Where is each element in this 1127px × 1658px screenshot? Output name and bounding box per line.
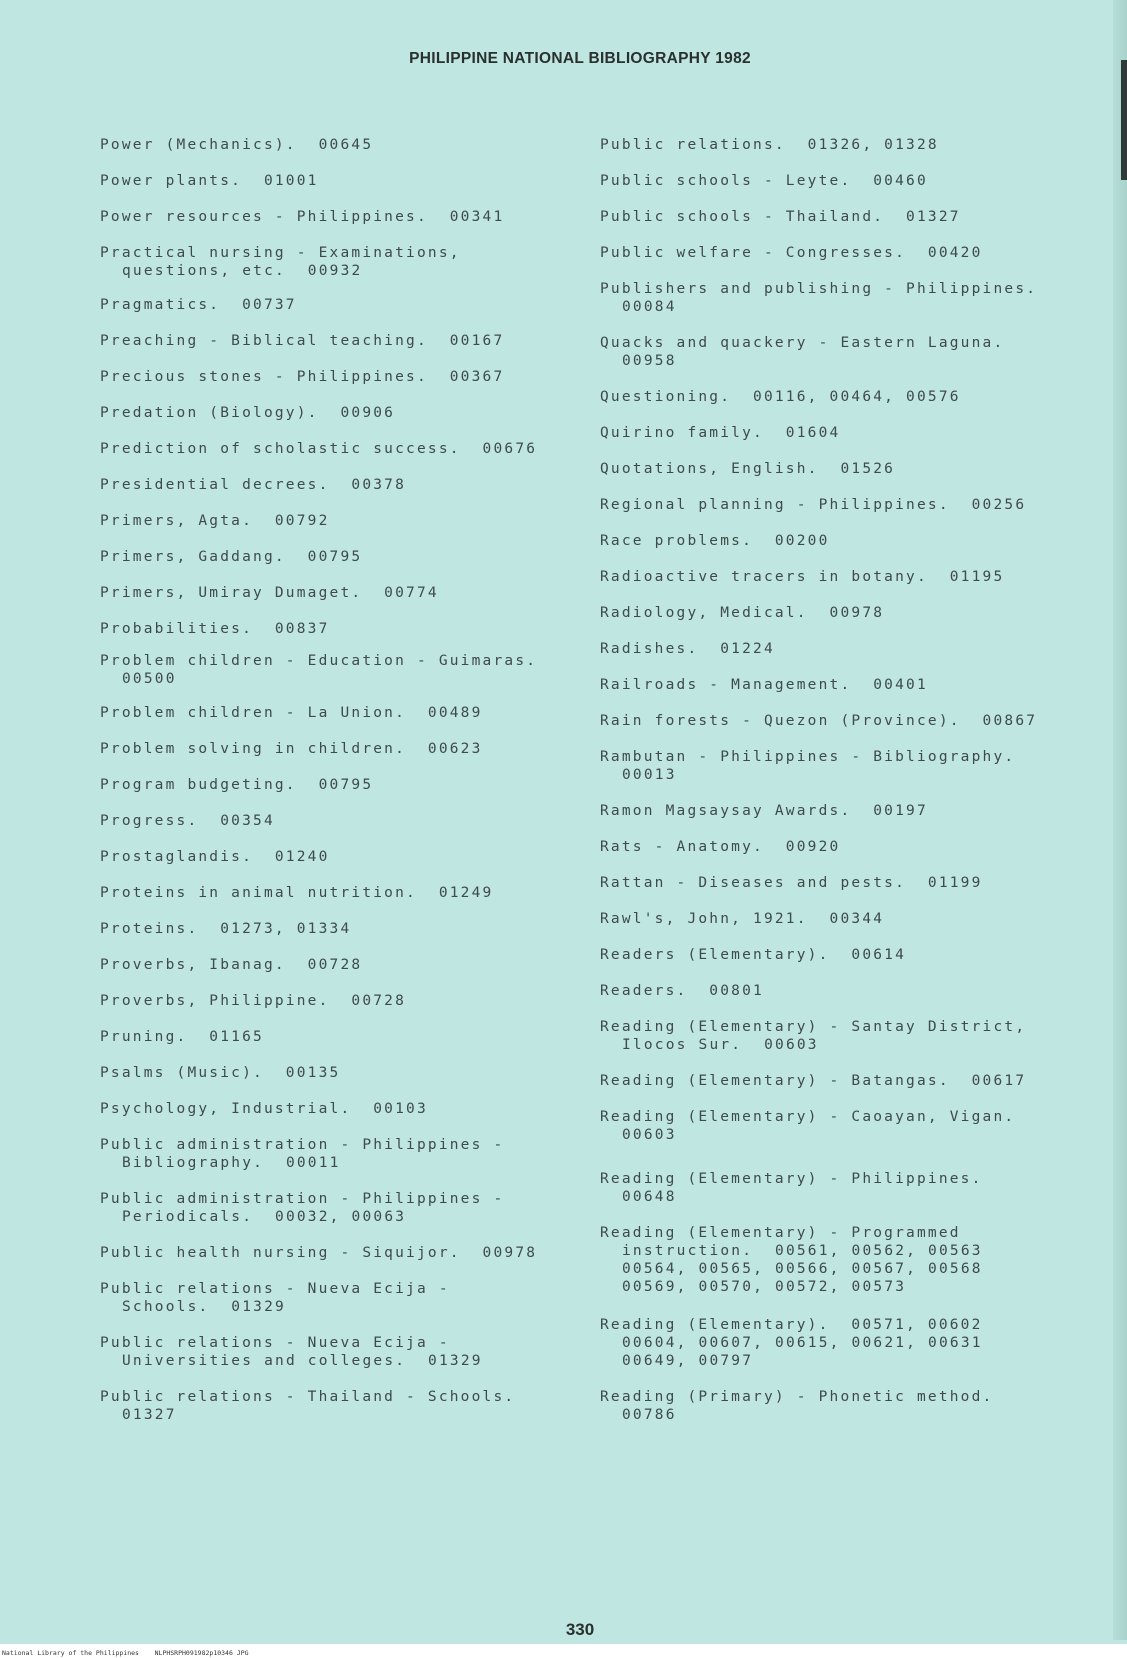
entry-heading: Preaching - Biblical teaching. 00167 — [100, 333, 505, 349]
entry-heading: Rambutan - Philippines - Bibliography. — [600, 749, 1016, 765]
index-entry — [600, 1224, 983, 1296]
index-entry — [600, 676, 928, 694]
index-entry — [100, 620, 330, 638]
entry-heading: Probabilities. 00837 — [100, 621, 330, 637]
entry-heading: Predation (Biology). 00906 — [100, 405, 396, 421]
index-entry — [100, 208, 504, 226]
index-entry — [600, 712, 1037, 730]
entry-heading: Primers, Agta. 00792 — [100, 513, 330, 529]
index-entry — [600, 604, 884, 622]
index-entry — [100, 404, 395, 422]
scan-credit: National Library of the Philippines NLPHSRPH091982p10346 JPG — [2, 1649, 249, 1657]
entry-continuation: Universities and colleges. 01329 — [122, 1353, 483, 1369]
index-entry — [600, 1388, 993, 1424]
entry-heading: Reading (Elementary). 00571, 00602 — [600, 1317, 983, 1333]
entry-heading: Ramon Magsaysay Awards. 00197 — [600, 803, 928, 819]
entry-heading: Public administration - Philippines - — [100, 1137, 505, 1153]
index-entry — [100, 884, 493, 902]
entry-continuation: questions, etc. 00932 — [122, 263, 363, 279]
entry-heading: Proteins. 01273, 01334 — [100, 921, 352, 937]
entry-heading: Public schools - Leyte. 00460 — [600, 173, 928, 189]
entry-heading: Public health nursing - Siquijor. 00978 — [100, 1245, 538, 1261]
entry-heading: Reading (Elementary) - Caoayan, Vigan. — [600, 1109, 1016, 1125]
index-entry — [100, 652, 537, 688]
entry-heading: Practical nursing - Examinations, — [100, 245, 461, 261]
entry-continuation: 00958 — [622, 353, 677, 369]
entry-heading: Presidential decrees. 00378 — [100, 477, 407, 493]
index-entry — [100, 1334, 483, 1370]
entry-continuation: 00084 — [622, 299, 677, 315]
entry-heading: Program budgeting. 00795 — [100, 777, 374, 793]
index-entry — [600, 982, 764, 1000]
index-entry — [600, 532, 830, 550]
index-entry — [600, 244, 983, 262]
index-entry — [100, 1028, 264, 1046]
entry-continuation: Periodicals. 00032, 00063 — [122, 1209, 407, 1225]
index-entry — [100, 704, 483, 722]
entry-heading: Problem children - La Union. 00489 — [100, 705, 483, 721]
index-entry — [600, 334, 1004, 370]
index-entry — [100, 136, 373, 154]
index-entry — [100, 296, 297, 314]
index-entry — [600, 424, 840, 442]
index-entry — [600, 1108, 1015, 1144]
entry-heading: Questioning. 00116, 00464, 00576 — [600, 389, 961, 405]
index-entry — [600, 1072, 1026, 1090]
entry-continuation: instruction. 00561, 00562, 00563 — [622, 1243, 983, 1259]
index-entry — [100, 848, 330, 866]
entry-continuation: 00564, 00565, 00566, 00567, 00568 — [622, 1261, 983, 1277]
index-entry — [600, 568, 1004, 586]
page-edge-shadow — [1121, 60, 1127, 180]
entry-continuation: 00604, 00607, 00615, 00621, 00631 — [622, 1335, 983, 1351]
index-entry — [600, 496, 1026, 514]
entry-heading: Quotations, English. 01526 — [600, 461, 896, 477]
page-edge — [1113, 0, 1127, 1640]
entry-continuation: 00648 — [622, 1189, 677, 1205]
entry-heading: Reading (Elementary) - Batangas. 00617 — [600, 1073, 1027, 1089]
entry-heading: Reading (Elementary) - Santay District, — [600, 1019, 1027, 1035]
page-number: 330 — [565, 1620, 595, 1639]
entry-continuation: 00500 — [122, 671, 177, 687]
entry-heading: Public welfare - Congresses. 00420 — [600, 245, 983, 261]
page-title: PHILIPPINE NATIONAL BIBLIOGRAPHY 1982 — [409, 50, 751, 67]
entry-continuation: 01327 — [122, 1407, 177, 1423]
index-entry — [100, 440, 537, 458]
entry-heading: Primers, Umiray Dumaget. 00774 — [100, 585, 439, 601]
index-entry — [100, 368, 504, 386]
entry-heading: Railroads - Management. 00401 — [600, 677, 928, 693]
index-entry — [600, 910, 884, 928]
entry-heading: Reading (Primary) - Phonetic method. — [600, 1389, 994, 1405]
entry-heading: Prostaglandis. 01240 — [100, 849, 330, 865]
index-entry — [600, 1170, 983, 1206]
index-entry — [100, 332, 504, 350]
entry-heading: Pruning. 01165 — [100, 1029, 264, 1045]
index-entry — [100, 584, 439, 602]
entry-heading: Proteins in animal nutrition. 01249 — [100, 885, 494, 901]
index-entry — [100, 1280, 450, 1316]
entry-heading: Regional planning - Philippines. 00256 — [600, 497, 1027, 513]
entry-continuation: 00013 — [622, 767, 677, 783]
index-entry — [600, 1316, 983, 1370]
index-entry — [600, 388, 961, 406]
index-entry — [600, 946, 906, 964]
entry-heading: Public relations. 01326, 01328 — [600, 137, 939, 153]
entry-heading: Rawl's, John, 1921. 00344 — [600, 911, 885, 927]
entry-continuation: Bibliography. 00011 — [122, 1155, 341, 1171]
entry-heading: Pragmatics. 00737 — [100, 297, 297, 313]
index-entry — [600, 460, 895, 478]
entry-heading: Public relations - Nueva Ecija - — [100, 1335, 450, 1351]
index-entry — [100, 740, 483, 758]
entry-heading: Public relations - Nueva Ecija - — [100, 1281, 450, 1297]
index-entry — [100, 476, 406, 494]
index-entry — [600, 640, 775, 658]
entry-heading: Progress. 00354 — [100, 813, 275, 829]
entry-heading: Radiology, Medical. 00978 — [600, 605, 885, 621]
entry-heading: Publishers and publishing - Philippines. — [600, 281, 1038, 297]
index-entry — [100, 244, 461, 280]
entry-heading: Problem children - Education - Guimaras. — [100, 653, 538, 669]
entry-heading: Power plants. 01001 — [100, 173, 319, 189]
entry-heading: Public administration - Philippines - — [100, 1191, 505, 1207]
index-entry — [600, 280, 1037, 316]
entry-heading: Quacks and quackery - Eastern Laguna. — [600, 335, 1005, 351]
index-entry — [100, 1136, 504, 1172]
index-entry — [600, 208, 961, 226]
entry-heading: Rain forests - Quezon (Province). 00867 — [600, 713, 1038, 729]
index-entry — [100, 956, 362, 974]
entry-heading: Proverbs, Ibanag. 00728 — [100, 957, 363, 973]
entry-heading: Proverbs, Philippine. 00728 — [100, 993, 407, 1009]
index-entry — [100, 920, 351, 938]
index-entry — [100, 1190, 504, 1226]
index-entry — [600, 838, 840, 856]
index-entry — [100, 992, 406, 1010]
index-entry — [100, 1244, 537, 1262]
index-entry — [100, 776, 373, 794]
entry-continuation: 00786 — [622, 1407, 677, 1423]
entry-heading: Power resources - Philippines. 00341 — [100, 209, 505, 225]
entry-continuation: 00649, 00797 — [622, 1353, 754, 1369]
entry-heading: Readers. 00801 — [600, 983, 764, 999]
index-entry — [100, 548, 362, 566]
entry-heading: Prediction of scholastic success. 00676 — [100, 441, 538, 457]
index-entry — [100, 812, 275, 830]
entry-continuation: Schools. 01329 — [122, 1299, 286, 1315]
entry-continuation: 00603 — [622, 1127, 677, 1143]
entry-heading: Reading (Elementary) - Philippines. — [600, 1171, 983, 1187]
entry-continuation: 00569, 00570, 00572, 00573 — [622, 1279, 907, 1295]
entry-heading: Race problems. 00200 — [600, 533, 830, 549]
entry-heading: Psychology, Industrial. 00103 — [100, 1101, 428, 1117]
index-entry — [600, 136, 939, 154]
index-entry — [100, 1388, 515, 1424]
entry-heading: Primers, Gaddang. 00795 — [100, 549, 363, 565]
entry-heading: Psalms (Music). 00135 — [100, 1065, 341, 1081]
index-entry — [100, 172, 319, 190]
index-entry — [100, 1100, 428, 1118]
entry-heading: Radioactive tracers in botany. 01195 — [600, 569, 1005, 585]
entry-heading: Problem solving in children. 00623 — [100, 741, 483, 757]
index-entry — [100, 512, 330, 530]
entry-heading: Public schools - Thailand. 01327 — [600, 209, 961, 225]
entry-heading: Power (Mechanics). 00645 — [100, 137, 374, 153]
entry-heading: Rattan - Diseases and pests. 01199 — [600, 875, 983, 891]
entry-heading: Precious stones - Philippines. 00367 — [100, 369, 505, 385]
entry-heading: Radishes. 01224 — [600, 641, 775, 657]
entry-heading: Rats - Anatomy. 00920 — [600, 839, 841, 855]
index-entry — [100, 1064, 340, 1082]
index-entry — [600, 748, 1015, 784]
index-entry — [600, 874, 983, 892]
index-entry — [600, 1018, 1026, 1054]
entry-heading: Quirino family. 01604 — [600, 425, 841, 441]
index-entry — [600, 172, 928, 190]
entry-continuation: Ilocos Sur. 00603 — [622, 1037, 819, 1053]
entry-heading: Public relations - Thailand - Schools. — [100, 1389, 516, 1405]
entry-heading: Reading (Elementary) - Programmed — [600, 1225, 961, 1241]
entry-heading: Readers (Elementary). 00614 — [600, 947, 907, 963]
index-entry — [600, 802, 928, 820]
